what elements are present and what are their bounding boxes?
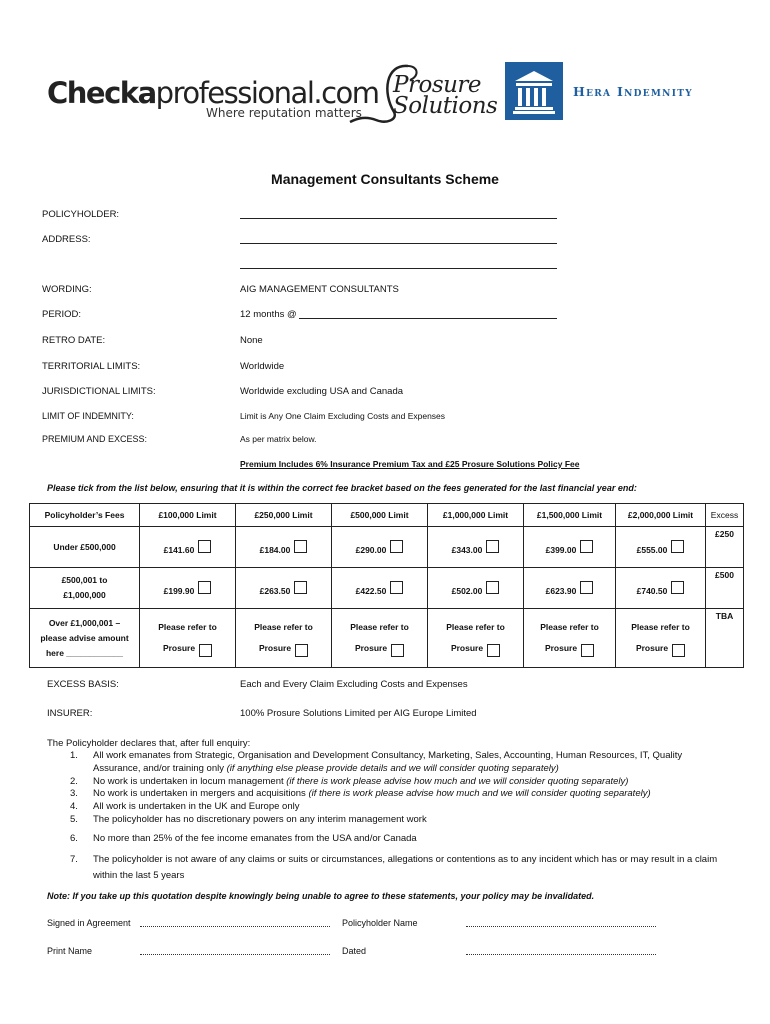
column-header: Excess (706, 504, 744, 527)
price-cell: £199.90 (163, 585, 195, 596)
limit-of-indemnity-value: Limit is Any One Claim Excluding Costs and Expenses (240, 411, 446, 421)
wording-label: WORDING: (42, 284, 92, 295)
retro-date-label: RETRO DATE: (42, 335, 106, 346)
list-item: 5. The policyholder has no discretionary powers on any interim management work (70, 813, 427, 825)
invalidation-warning: Note: If you take up this quotation despite knowingly being unable to agree to these statements, your policy may be invalidated. (47, 891, 595, 901)
price-cell: £555.00 (636, 544, 668, 555)
refer-text: Please refer to (158, 622, 217, 632)
refer-text: Please refer to (254, 622, 313, 632)
hera-building-icon (505, 62, 563, 120)
premium-excess-label: PREMIUM AND EXCESS: (42, 434, 148, 444)
excess-basis-label: EXCESS BASIS: (47, 679, 119, 690)
address-field-line-1[interactable] (240, 243, 557, 244)
excess-value: TBA (706, 609, 744, 668)
print-name-field[interactable] (140, 954, 330, 955)
refer-text: Please refer to (631, 622, 690, 632)
price-cell: £422.50 (355, 585, 387, 596)
tick-checkbox[interactable] (486, 540, 499, 553)
declaration-intro: The Policyholder declares that, after full enquiry: (47, 738, 251, 749)
fee-bracket: Over £1,000,001 – please advise amount here ____________ (30, 609, 140, 668)
tick-checkbox[interactable] (391, 644, 404, 657)
territorial-limits-label: TERRITORIAL LIMITS: (42, 361, 141, 372)
table-header-row (30, 504, 744, 527)
limit-of-indemnity-label: LIMIT OF INDEMNITY: (42, 411, 134, 421)
table-row (30, 568, 744, 609)
refer-text: Prosure (450, 643, 484, 653)
period-value: 12 months @ (240, 309, 297, 320)
table-row (30, 527, 744, 568)
premium-note: Premium Includes 6% Insurance Premium Tax and £25 Prosure Solutions Policy Fee (240, 459, 580, 469)
price-cell: £141.60 (163, 544, 195, 555)
print-name-label: Print Name (47, 946, 93, 956)
tick-checkbox[interactable] (198, 581, 211, 594)
date-field[interactable] (466, 954, 656, 955)
hera-indemnity-logo-text: Hera Indemnity (573, 84, 693, 99)
dated-label: Dated (342, 946, 367, 956)
policyholder-field[interactable] (240, 218, 557, 219)
list-item: 3. No work is undertaken in mergers and acquisitions (if there is work please advise how much and we will consider quoting separately) (70, 788, 651, 800)
refer-text: Please refer to (446, 622, 505, 632)
declaration-list (60, 750, 760, 884)
retro-date-value: None (240, 335, 263, 346)
tick-checkbox[interactable] (198, 540, 211, 553)
price-cell: £290.00 (355, 544, 387, 555)
address-field-line-2[interactable] (240, 268, 557, 269)
signature-field[interactable] (140, 926, 330, 927)
list-item: 4. All work is undertaken in the UK and Europe only (70, 801, 300, 813)
list-item: 1. All work emanates from Strategic, Organisation and Development Consultancy, Marketing, Sales, Accounting, Human Resources, IT, Quality Assurance, and/or training only (if anything else please provide details and we will consider quoting separately) (70, 750, 683, 774)
column-header: £1,500,000 Limit (524, 504, 616, 527)
excess-value: £250 (706, 527, 744, 568)
tick-checkbox[interactable] (486, 581, 499, 594)
jurisdictional-limits-label: JURISDICTIONAL LIMITS: (42, 386, 156, 397)
tick-checkbox[interactable] (294, 581, 307, 594)
premium-excess-value: As per matrix below. (240, 434, 317, 444)
tick-checkbox[interactable] (294, 540, 307, 553)
price-cell: £343.00 (451, 544, 483, 555)
logo-prosure-text: Prosure (393, 72, 482, 98)
refer-text: Prosure (544, 643, 578, 653)
jurisdictional-limits-value: Worldwide excluding USA and Canada (240, 386, 404, 397)
column-header: £100,000 Limit (140, 504, 236, 527)
refer-text: Prosure (354, 643, 388, 653)
policyholder-name-label: Policyholder Name (342, 918, 418, 928)
column-header: £500,000 Limit (332, 504, 428, 527)
wording-value: AIG MANAGEMENT CONSULTANTS (240, 284, 399, 295)
checkaprofessional-logo (47, 78, 379, 120)
column-header: Policyholder’s Fees (30, 504, 140, 527)
insurer-value: 100% Prosure Solutions Limited per AIG Europe Limited (240, 708, 477, 719)
refer-text: Please refer to (350, 622, 409, 632)
table-row (30, 609, 744, 668)
period-label: PERIOD: (42, 309, 82, 320)
tick-checkbox[interactable] (671, 540, 684, 553)
tick-checkbox[interactable] (672, 644, 685, 657)
refer-text: Prosure (258, 643, 292, 653)
list-item: 6. No more than 25% of the fee income emanates from the USA and/or Canada (70, 832, 417, 844)
column-header: £250,000 Limit (236, 504, 332, 527)
price-cell: £502.00 (451, 585, 483, 596)
tick-checkbox[interactable] (487, 644, 500, 657)
policyholder-name-field[interactable] (466, 926, 656, 927)
fee-matrix-table (29, 503, 744, 668)
tick-instruction: Please tick from the list below, ensuring that it is within the correct fee bracket based on the fees generated for the last financial year end: (47, 483, 637, 493)
territorial-limits-value: Worldwide (240, 361, 285, 372)
list-item: 2. No work is undertaken in locum management (if there is work please advise how much and we will consider quoting separately) (70, 775, 629, 787)
address-label: ADDRESS: (42, 234, 91, 245)
fee-bracket: £500,001 to £1,000,000 (30, 568, 140, 609)
excess-value: £500 (706, 568, 744, 609)
price-cell: £399.00 (545, 544, 577, 555)
refer-text: Prosure (162, 643, 196, 653)
fee-bracket: Under £500,000 (30, 527, 140, 568)
period-date-field[interactable] (299, 318, 557, 319)
excess-basis-value: Each and Every Claim Excluding Costs and Expenses (240, 679, 468, 690)
price-cell: £263.50 (259, 585, 291, 596)
tick-checkbox[interactable] (295, 644, 308, 657)
tick-checkbox[interactable] (199, 644, 212, 657)
policyholder-label: POLICYHOLDER: (42, 209, 120, 220)
list-item: 7. The policyholder is not aware of any claims or suits or circumstances, allegations or contentions as to any incident which has or may result in a claim within the last 5 years (70, 853, 718, 881)
tick-checkbox[interactable] (580, 540, 593, 553)
page-title: Management Consultants Scheme (271, 171, 499, 187)
price-cell: £740.50 (636, 585, 668, 596)
logo-solutions-text: Solutions (393, 93, 498, 119)
tick-checkbox[interactable] (390, 581, 403, 594)
column-header: £2,000,000 Limit (616, 504, 706, 527)
tick-checkbox[interactable] (580, 581, 593, 594)
price-cell: £623.90 (545, 585, 577, 596)
tick-checkbox[interactable] (671, 581, 684, 594)
prosure-solutions-logo (346, 62, 498, 126)
logo-tagline: Where reputation matters (206, 106, 362, 120)
logo-professional-text: professional.com (155, 76, 379, 110)
refer-text: Prosure (635, 643, 669, 653)
tick-checkbox[interactable] (390, 540, 403, 553)
tick-checkbox[interactable] (581, 644, 594, 657)
column-header: £1,000,000 Limit (428, 504, 524, 527)
signed-in-agreement-label: Signed in Agreement (47, 918, 131, 928)
logo-checka-text: Checka (47, 76, 156, 110)
price-cell: £184.00 (259, 544, 291, 555)
insurer-label: INSURER: (47, 708, 93, 719)
refer-text: Please refer to (540, 622, 599, 632)
